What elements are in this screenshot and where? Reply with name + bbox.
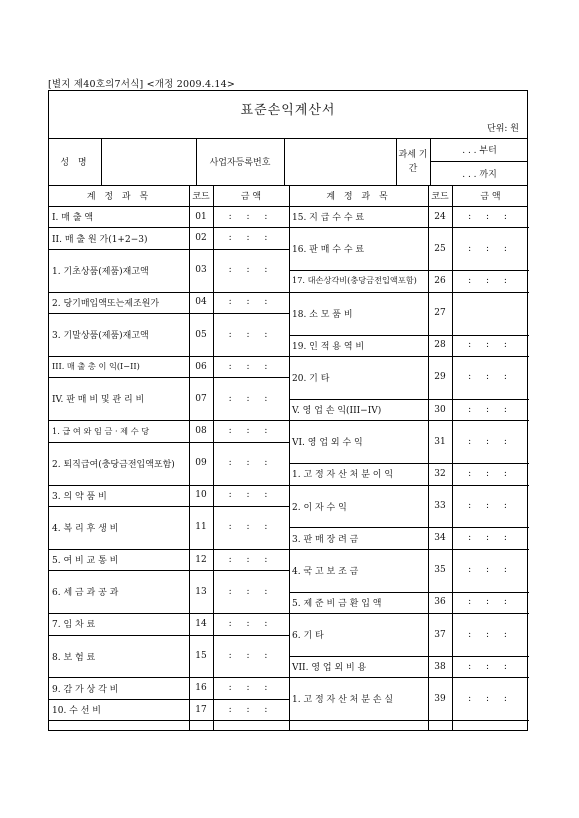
right-account-label: 18. 소 모 품 비	[292, 309, 353, 320]
right-amount-field[interactable]: : : :	[468, 533, 513, 544]
right-account-label: 4. 국 고 보 조 금	[292, 566, 359, 577]
left-account-code: 13	[195, 586, 207, 597]
left-amount-field[interactable]: : : :	[228, 490, 274, 501]
left-amount-field[interactable]: : : :	[228, 704, 274, 715]
column-header-right-amount: 금 액	[480, 192, 501, 202]
right-account-label: 19. 인 적 용 역 비	[292, 341, 365, 352]
left-account-label: 3. 기말상품(제품)재고액	[52, 331, 149, 342]
business-number-label: 사업자등록번호	[209, 158, 271, 168]
right-account-label: 15. 지 급 수 수 료	[292, 213, 365, 224]
left-account-label: 6. 세 금 과 공 과	[52, 588, 119, 599]
unit-label: 단위: 원	[487, 124, 519, 134]
right-account-label: V. 영 업 손 익(III−IV)	[292, 406, 382, 417]
left-account-label: II. 매 출 원 가(1+2−3)	[52, 234, 148, 245]
right-account-code: 24	[434, 211, 446, 222]
left-account-label: 2. 퇴직급여(충당금전입액포함)	[52, 459, 175, 470]
left-account-code: 15	[195, 651, 207, 662]
right-amount-field[interactable]: : : :	[468, 211, 513, 222]
right-account-label: 3. 판 매 장 려 금	[292, 534, 359, 545]
left-account-label: 1. 기초상품(제품)재고액	[52, 266, 149, 277]
right-account-label: 20. 기 타	[292, 373, 330, 384]
left-account-label: 10. 수 선 비	[52, 706, 101, 717]
right-account-code: 29	[434, 372, 446, 383]
left-account-code: 02	[195, 233, 207, 244]
right-amount-field[interactable]: : : :	[468, 436, 513, 447]
right-amount-field[interactable]: : : :	[468, 275, 513, 286]
left-account-label: 4. 복 리 후 생 비	[52, 523, 119, 534]
left-amount-field[interactable]: : : :	[228, 554, 274, 565]
left-account-code: 03	[195, 265, 207, 276]
income-statement-form	[48, 90, 528, 731]
column-header-right-code: 코드	[431, 192, 449, 202]
left-amount-field[interactable]: : : :	[228, 297, 274, 308]
right-account-label: 5. 제 준 비 금 환 입 액	[292, 598, 382, 609]
left-account-code: 12	[195, 554, 207, 565]
left-amount-field[interactable]: : : :	[228, 393, 274, 404]
right-account-label: 2. 이 자 수 익	[292, 502, 347, 513]
left-account-label: 2. 당기매입액또는제조원가	[52, 298, 160, 309]
column-header-left-account: 계 정 과 목	[86, 192, 152, 202]
right-amount-field[interactable]: : : :	[468, 597, 513, 608]
right-account-code: 37	[434, 629, 446, 640]
right-account-code: 34	[434, 533, 446, 544]
right-amount-field[interactable]: : : :	[468, 468, 513, 479]
right-account-label: 16. 판 매 수 수 료	[292, 245, 365, 256]
right-account-code: 36	[434, 597, 446, 608]
left-amount-field[interactable]: : : :	[228, 426, 274, 436]
right-amount-field[interactable]: : : :	[468, 629, 513, 640]
right-amount-field[interactable]: : : :	[468, 693, 513, 704]
left-account-label: I. 매 출 액	[52, 213, 94, 224]
left-amount-field[interactable]: : : :	[228, 233, 274, 244]
right-account-code: 35	[434, 565, 446, 576]
right-amount-field[interactable]: : : :	[468, 243, 513, 254]
right-account-code: 25	[434, 243, 446, 254]
name-field[interactable]	[101, 138, 196, 185]
right-account-code: 32	[434, 468, 446, 479]
left-account-code: 06	[195, 361, 207, 372]
right-amount-field[interactable]: : : :	[468, 372, 513, 383]
left-amount-field[interactable]: : : :	[228, 211, 274, 222]
left-account-label: 8. 보 험 료	[52, 652, 96, 663]
right-account-label: 17. 대손상각비(충당금전입액포함)	[292, 275, 417, 286]
left-amount-field[interactable]: : : :	[228, 329, 274, 340]
column-header-left-amount: 금 액	[240, 192, 262, 202]
right-account-code: 28	[434, 340, 446, 351]
left-account-label: 3. 의 약 품 비	[52, 491, 107, 502]
left-amount-field[interactable]: : : :	[228, 586, 274, 597]
right-amount-field[interactable]: : : :	[468, 661, 513, 672]
left-account-label: IV. 판 매 비 및 관 리 비	[52, 395, 145, 406]
right-account-code: 27	[434, 308, 446, 319]
column-header-left-code: 코드	[192, 192, 210, 202]
left-account-label: 9. 감 가 상 각 비	[52, 684, 119, 695]
form-reference-note: [별지 제40호의7서식] <개정 2009.4.14>	[48, 79, 236, 90]
right-account-code: 31	[434, 436, 446, 447]
business-number-field[interactable]	[284, 138, 396, 185]
left-account-code: 08	[195, 426, 207, 436]
left-account-code: 05	[195, 329, 207, 340]
left-account-code: 17	[195, 704, 207, 715]
right-amount-field[interactable]: : : :	[468, 565, 513, 576]
right-account-code: 30	[434, 404, 446, 415]
right-account-code: 38	[434, 661, 446, 672]
right-account-label: VI. 영 업 외 수 익	[292, 438, 363, 449]
tax-period-label: 과세 기간	[398, 149, 428, 174]
left-account-label: III. 매 출 총 이 익(I−II)	[52, 361, 140, 372]
right-account-label: 6. 기 타	[292, 631, 324, 642]
left-account-code: 09	[195, 458, 207, 469]
period-from-field[interactable]: . . . 부터	[462, 146, 497, 156]
right-amount-field[interactable]: : : :	[468, 404, 513, 415]
left-account-code: 10	[195, 490, 207, 501]
right-account-code: 33	[434, 501, 446, 511]
left-amount-field[interactable]: : : :	[228, 651, 274, 662]
left-amount-field[interactable]: : : :	[228, 361, 274, 372]
right-amount-field[interactable]	[452, 292, 529, 335]
right-account-code: 39	[434, 693, 446, 704]
left-amount-field[interactable]: : : :	[228, 683, 274, 694]
name-label: 성 명	[60, 158, 90, 168]
period-to-field[interactable]: . . . 까지	[462, 169, 497, 180]
left-account-label: 1. 급 여 와 임 금 · 제 수 당	[52, 425, 150, 436]
right-amount-field[interactable]: : : :	[468, 340, 513, 351]
left-account-code: 11	[195, 522, 207, 533]
right-account-label: VII. 영 업 외 비 용	[292, 663, 367, 674]
left-account-code: 04	[195, 297, 207, 308]
left-account-label: 5. 여 비 교 통 비	[52, 556, 119, 567]
column-header-right-account: 계 정 과 목	[326, 192, 391, 202]
left-amount-field[interactable]: : : :	[228, 618, 274, 629]
left-account-code: 16	[195, 683, 207, 694]
left-amount-field[interactable]: : : :	[228, 458, 274, 469]
left-account-label: 7. 임 차 료	[52, 620, 96, 631]
form-title: 표준손익계산서	[240, 103, 336, 118]
right-account-label: 1. 고 정 자 산 처 분 이 익	[292, 470, 394, 481]
left-account-code: 01	[195, 211, 207, 222]
left-amount-field[interactable]: : : :	[228, 522, 274, 533]
left-account-code: 07	[195, 393, 207, 404]
right-account-label: 1. 고 정 자 산 처 분 손 실	[292, 695, 394, 706]
right-amount-field[interactable]: : : :	[468, 501, 513, 511]
right-account-code: 26	[434, 275, 446, 286]
left-account-code: 14	[195, 618, 207, 629]
left-amount-field[interactable]: : : :	[228, 265, 274, 276]
